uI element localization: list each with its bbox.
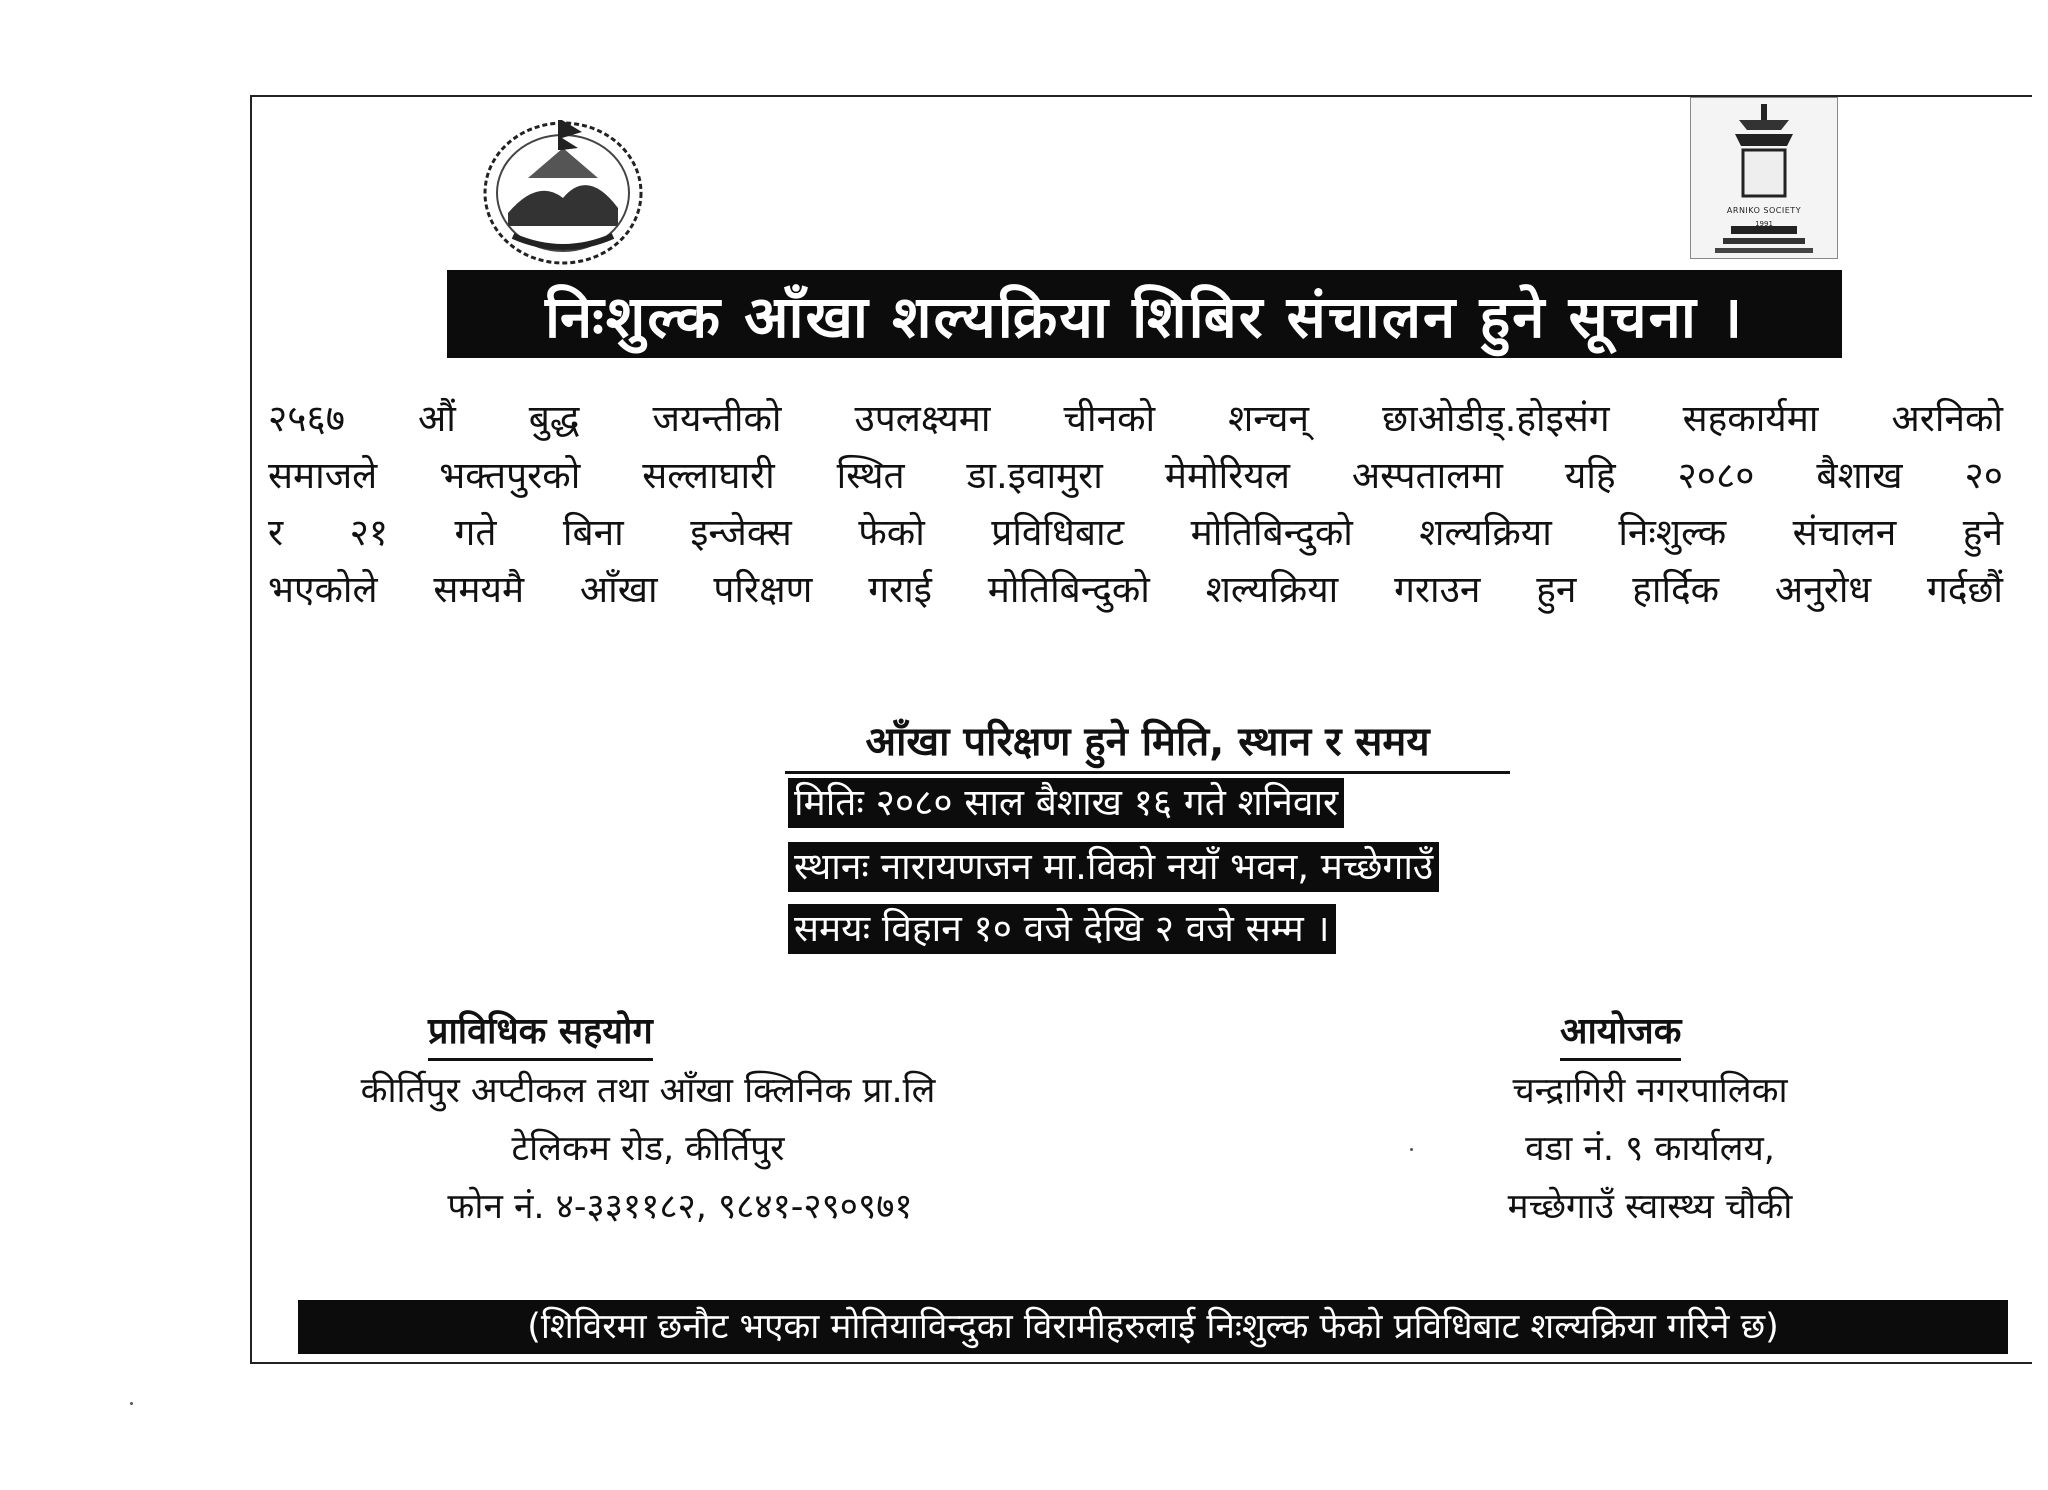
society-logo-year: 1991 xyxy=(1755,220,1773,228)
body-line: र २१ गते बिना इन्जेक्स फेको प्रविधिबाट मोतिबिन्दुको शल्यक्रिया निःशुल्क संचालन हुने xyxy=(268,511,2003,554)
organizer-line: वडा नं. ९ कार्यालय, xyxy=(1525,1129,1775,1169)
body-line: २५६७ औं बुद्ध जयन्तीको उपलक्ष्यमा चीनको शन्चन् छाओडीड्.होइसंग सहकार्यमा अरनिको xyxy=(268,397,2004,440)
body-line: भएकोले समयमै आँखा परिक्षण गराई मोतिबिन्दुको शल्यक्रिया गराउन हुन हार्दिक अनुरोध गर्दछौं xyxy=(268,568,2003,611)
notice-title-banner xyxy=(447,270,1842,358)
footer-note: (शिविरमा छनौट भएका मोतियाविन्दुका विरामीहरुलाई निःशुल्क फेको प्रविधिबाट शल्यक्रिया गरिने छ) xyxy=(298,1300,2008,1354)
technical-support-line: कीर्तिपुर अप्टीकल तथा आँखा क्लिनिक प्रा.लि xyxy=(360,1071,936,1111)
technical-support-phone: फोन नं. ४-३३११८२, ९८४१-२९०९७१ xyxy=(447,1187,913,1227)
exam-place: स्थानः नारायणजन मा.विको नयाँ भवन, मच्छेगाउँ xyxy=(788,842,1439,892)
scan-speck xyxy=(130,1402,133,1405)
technical-support-heading: प्राविधिक सहयोग xyxy=(428,1005,653,1061)
scan-speck xyxy=(1410,1148,1413,1151)
organizer-heading: आयोजक xyxy=(1560,1005,1681,1061)
organizer-line: मच्छेगाउँ स्वास्थ्य चौकी xyxy=(1507,1187,1793,1227)
notice-body xyxy=(268,390,2003,618)
notice-title: निःशुल्क आँखा शल्यक्रिया शिबिर संचालन हुने सूचना । xyxy=(544,282,1745,351)
society-logo-text: ARNIKO SOCIETY xyxy=(1726,206,1802,215)
araniko-society-logo xyxy=(1690,97,1838,259)
exam-time: समयः विहान १० वजे देखि २ वजे सम्म । xyxy=(788,904,1336,954)
organizer-line: चन्द्रागिरी नगरपालिका xyxy=(1512,1071,1788,1111)
nepal-government-emblem-icon xyxy=(478,108,648,268)
exam-date: मितिः २०८० साल बैशाख १६ गते शनिवार xyxy=(788,778,1344,828)
exam-heading: आँखा परिक्षण हुने मिति, स्थान र समय xyxy=(785,712,1510,774)
technical-support-line: टेलिकम रोड, कीर्तिपुर xyxy=(511,1129,785,1169)
body-line: समाजले भक्तपुरको सल्लाघारी स्थित डा.इवामुरा मेमोरियल अस्पतालमा यहि २०८० बैशाख २० xyxy=(268,454,2003,497)
